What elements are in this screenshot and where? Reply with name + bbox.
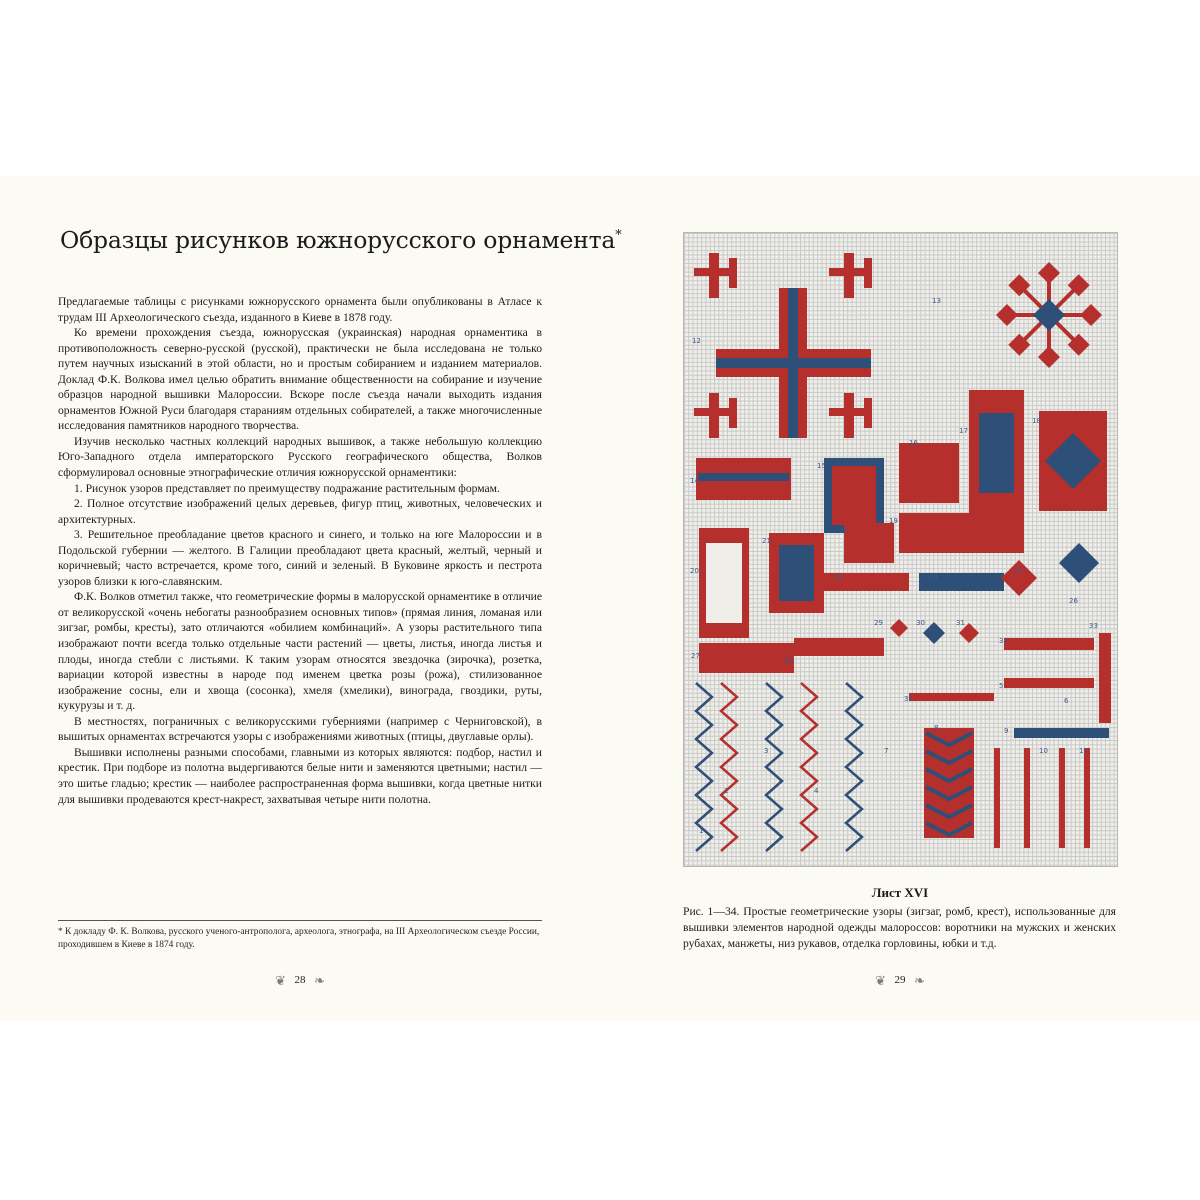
embroidery-patterns-illustration [684, 233, 1117, 866]
figure-number-label: 23 [834, 573, 843, 581]
star-petal [1038, 346, 1060, 368]
figure-number-label: 22 [839, 527, 848, 535]
figure-number-label: 20 [690, 567, 699, 575]
band-motif [844, 523, 894, 563]
plate-title: Лист XVI [871, 885, 929, 900]
vertical-band-motif [1099, 633, 1111, 723]
cross-star-motif [1059, 543, 1099, 583]
branch-motif [694, 408, 734, 416]
branch-motif [694, 268, 734, 276]
paragraph: 2. Полное отсутствие изображений целых деревьев, фигур птиц, животных, человеческих и архитектурных. [58, 497, 542, 526]
paragraph: Ко времени прохождения съезда, южнорусская (украинская) народная орнаментика в противоположность северно-русской (русской), практически не была исследована не только путем научных изысканий в этой области, но и простым собиранием и изданием материалов. Доклад Ф.К. Волкова имел целью обратить внимание общественности на собирание и изучение образцов народной вышивки Малороссии. Вскоре после съезда начали выходить издания орнаментов Южной Руси благодаря стараниям отдельных собирателей, а также многочисленные исследования памятников народного творчества. [58, 326, 542, 433]
figure-number-label: 14 [690, 477, 699, 485]
figure-number-label: 28 [784, 657, 793, 665]
figure-number-label: 5 [999, 682, 1004, 690]
right-page [600, 176, 1200, 1021]
figure-number-label: 4 [814, 787, 819, 795]
plate-caption: Рис. 1—34. Простые геометрические узоры (зигзаг, ромб, крест), использованные для вышивки элементов народной одежды малороссов: воротники на мужских и женских рубахах, манжеты, низ рукавов, отделка горловины, юбки и т.д. [683, 905, 1116, 950]
branch-motif [729, 258, 737, 288]
star-petal [1038, 262, 1060, 284]
folio-right [875, 970, 925, 994]
band-motif [1004, 638, 1094, 650]
band-motif [699, 643, 794, 673]
paragraph: В местностях, пограничных с великорусскими губерниями (например с Черниговской), в вышитых орнаментах встречаются узоры с изображениями животных (птицы, двуглавые орлы). [58, 714, 542, 744]
folio-left [275, 970, 325, 994]
square-motif-inner [832, 466, 876, 525]
paragraph: Изучив несколько частных коллекций народных вышивок, а также небольшую коллекцию Юго-Западного отдела императорского Русского географического общества, Волков сформулировал основные этнографические отличия южнорусской орнаментики: [58, 434, 542, 480]
figure-number-label: 34 [904, 695, 913, 703]
square-motif-inner [779, 545, 814, 601]
paragraph: 1. Рисунок узоров представляет по преимуществу подражание растительным формам. [74, 481, 500, 495]
zigzag-column [846, 683, 862, 851]
panel-motif-lattice [706, 543, 742, 623]
figure-number-label: 9 [1004, 727, 1009, 735]
figure-number-label: 24 [929, 573, 938, 581]
figure-number-label: 30 [916, 619, 925, 627]
paragraph: Ф.К. Волков отметил также, что геометрические формы в малорусской орнаментике в отличие от великорусской «очень небогаты разнообразием основных типов» (прямая линия, ломаная или зигзаг, ромбы, кресты), зато отличаются «обилием комбинаций». А узоры растительного типа изображают почти всегда только отдельные части растений — цветы, листья, иногда листья и плоды, иногда стебли с листьями. К таким узорам относятся звездочка (зирочка), розетка, вариации которой известны в народе под именем цветка розы (рожа), стилизованное изображение сосны, ели и хвоща (сосонка), хмеля (хмелики), винограда, гвоздики, руты, кукурузы и т. д. [58, 590, 542, 713]
figure-number-label: 33 [1089, 622, 1098, 630]
footnote: * К докладу Ф. К. Волкова, русского ученого-антрополога, археолога, этнографа, на III Археологическом съезде России, проходившем в Киеве в 1874 году. [58, 927, 540, 950]
figure-number-label: 8 [934, 724, 939, 732]
page-number: 28 [294, 974, 306, 986]
square-motif [899, 443, 959, 503]
figure-number-label: 12 [692, 337, 701, 345]
zigzag-column [721, 683, 737, 851]
vertical-stripe-motif [994, 748, 1000, 848]
figure-number-label: 15 [817, 462, 826, 470]
figure-number-label: 18 [1032, 417, 1041, 425]
band-motif [899, 513, 1024, 553]
figure-number-label: 11 [1079, 747, 1088, 755]
page-title: Образцы рисунков южнорусского орнамента* [60, 226, 622, 254]
vertical-stripe-motif [1059, 748, 1065, 848]
left-page [0, 176, 622, 1021]
small-star-motif [923, 622, 945, 644]
small-star-motif [890, 619, 908, 637]
figure-number-label: 25 [1014, 567, 1023, 575]
paragraph: Вышивки исполнены разными способами, главными из которых являются: подбор, настил и крестик. При подборе из полотна выдергиваются белые нити и заменяются цветными; настил — это шитье гладью; крестик — наиболее распространенная форма вышивки, когда цветные нитки для вышивки продеваются крест-накрест, захватывая четыре нити полотна. [58, 745, 542, 806]
figure-number-label: 31 [956, 619, 965, 627]
branch-motif [864, 398, 872, 428]
figure-number-label: 29 [874, 619, 883, 627]
branch-motif [864, 258, 872, 288]
figure-number-label: 21 [762, 537, 771, 545]
figure-number-label: 26 [1069, 597, 1078, 605]
branch-motif [829, 408, 869, 416]
branch-motif [829, 268, 869, 276]
vertical-stripe-motif [1024, 748, 1030, 848]
band-motif [794, 638, 884, 656]
figure-number-label: 17 [959, 427, 968, 435]
paragraph: 3. Решительное преобладание цветов красного и синего, и только на юге Малороссии и в Подольской губернии — желтого. В Галиции преобладают цвета красный, желтый, черный и коричневый; часто встречается, кроме того, синий и зеленый. В Буковине яркость и пестрота узоров близки к юго-славянским. [58, 528, 542, 588]
flourish-icon: ❧ [914, 974, 925, 989]
figure-number-label: 6 [1064, 697, 1069, 705]
figure-number-label: 19 [889, 517, 898, 525]
body-text [58, 294, 542, 807]
footnote-divider [58, 920, 542, 921]
figure-number-label: 32 [999, 637, 1008, 645]
flourish-icon: ❦ [275, 974, 286, 989]
star-petal [1080, 304, 1102, 326]
zigzag-column [801, 683, 817, 851]
figure-number-label: 27 [691, 652, 700, 660]
figure-number-label: 3 [764, 747, 769, 755]
vertical-stripe-motif [1084, 748, 1090, 848]
figure-number-label: 2 [724, 787, 729, 795]
paragraph: Предлагаемые таблицы с рисунками южнорусского орнамента были опубликованы в Атласе к трудам III Археологического съезда, изданного в Киеве в 1878 году. [58, 295, 542, 324]
star-petal [996, 304, 1018, 326]
thin-band-motif [1014, 728, 1109, 738]
branch-motif [729, 398, 737, 428]
diamond-motif [1001, 560, 1037, 596]
figure-number-label: 10 [1039, 747, 1048, 755]
band-motif-stripe [698, 473, 789, 481]
figure-number-label: 16 [909, 439, 918, 447]
flourish-icon: ❧ [314, 974, 325, 989]
flourish-icon: ❦ [875, 974, 886, 989]
figure-number-label: 1 [699, 827, 704, 835]
figure-number-label: 13 [932, 297, 941, 305]
zigzag-column [766, 683, 782, 851]
thin-band-motif [1004, 678, 1094, 688]
thin-band-motif [909, 693, 994, 701]
zigzag-column [696, 683, 712, 851]
figure-number-label: 7 [884, 747, 889, 755]
book-spread [0, 176, 1200, 1021]
embroidery-plate [683, 232, 1118, 867]
page-number: 29 [894, 974, 906, 986]
cross-motif-center-line [716, 358, 871, 368]
panel-motif-inner [979, 413, 1014, 493]
